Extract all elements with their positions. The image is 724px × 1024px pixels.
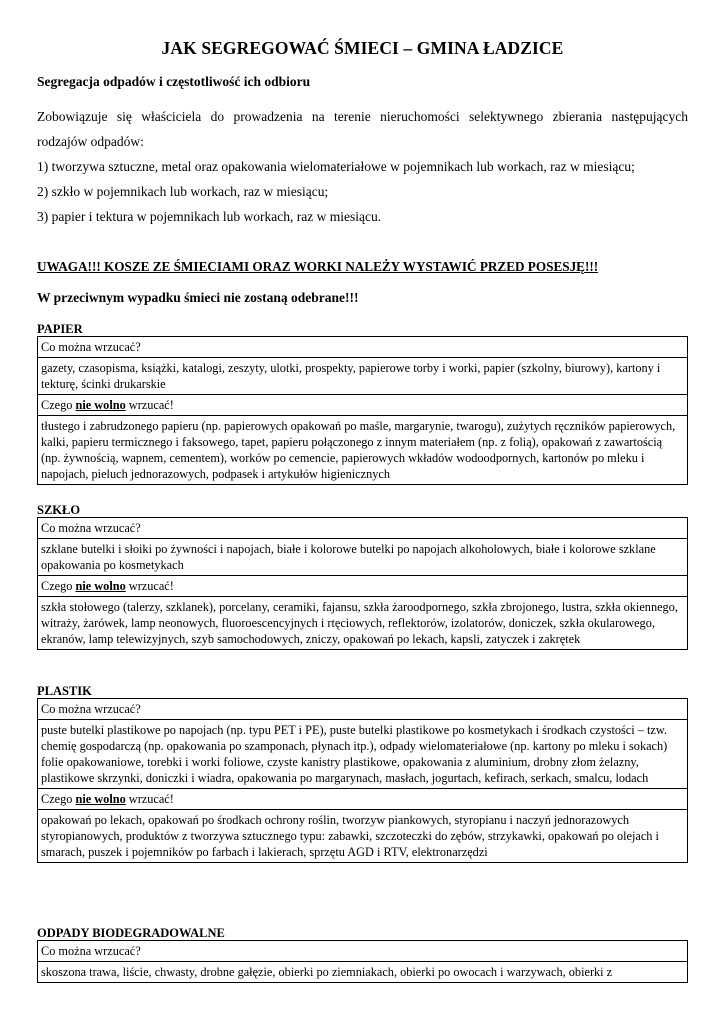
- intro-line-1: Zobowiązuje się właściciela do prowadzenia na terenie nieruchomości selektywnego zbierania następujących: [37, 109, 688, 124]
- section-plastic: [37, 684, 688, 863]
- allowed-header: Co można wrzucać?: [38, 699, 688, 720]
- forbidden-list: opakowań po lekach, opakowań po środkach ochrony roślin, tworzyw piankowych, styropianu i naczyń jednorazowych styropianowych, produktów z tworzywa sztucznego typu: zabawki, szczoteczki do zębów, strzykawki, opakowań po olejach i smarach, puszek i pojemników po farbach i lakierach, sprzętu AGD i RTV, elektronarzędzi: [38, 810, 688, 863]
- rules-table: [37, 940, 688, 983]
- forbidden-prefix: Czego: [41, 398, 76, 412]
- forbidden-prefix: Czego: [41, 792, 76, 806]
- forbidden-list: tłustego i zabrudzonego papieru (np. papierowych opakowań po maśle, margarynie, twarogu), zużytych ręczników papierowych, kalki, papieru termicznego i faksowego, tapet, papieru połączonego z innym materiałem (np. z folią), opakowań z zawartością (np. żywnością, wapnem, cementem), worków po cemencie, papierowych wkładów wodoodpornych, kartonów po mleku i napojach, pieluch jednorazowych, podpasek i artykułów higienicznych: [38, 416, 688, 485]
- section-title: PLASTIK: [37, 684, 92, 698]
- forbidden-list: szkła stołowego (talerzy, szklanek), porcelany, ceramiki, fajansu, szkła żaroodpornego, szkła zbrojonego, lustra, szkła okiennego, witraży, żarówek, lamp neonowych, fluoroescencyjnych i rtęciowych, reflektorów, izolatorów, doniczek, szkła okularowego, ekranów, lamp telewizyjnych, szyb samochodowych, zniczy, opakowań po lekach, kapsli, zatyczek i zakrętek: [38, 597, 688, 650]
- rules-table: [37, 517, 688, 650]
- section-title: PAPIER: [37, 322, 83, 336]
- section-biodegradable: [37, 926, 688, 983]
- forbidden-header: [38, 395, 688, 416]
- forbidden-suffix: wrzucać!: [125, 792, 174, 806]
- intro-item: 2) szkło w pojemnikach lub workach, raz w miesiącu;: [37, 184, 329, 199]
- intro-item: 3) papier i tektura w pojemnikach lub workach, raz w miesiącu.: [37, 209, 382, 224]
- forbidden-suffix: wrzucać!: [125, 579, 174, 593]
- page-title: JAK SEGREGOWAĆ ŚMIECI – GMINA ŁADZICE: [161, 38, 564, 58]
- section-title: SZKŁO: [37, 503, 81, 517]
- allowed-header: Co można wrzucać?: [38, 337, 688, 358]
- section-paper: [37, 322, 688, 485]
- rules-table: [37, 336, 688, 485]
- rules-table: [37, 698, 688, 863]
- warning-consequence: W przeciwnym wypadku śmieci nie zostaną odebrane!!!: [37, 290, 359, 305]
- allowed-list: skoszona trawa, liście, chwasty, drobne gałęzie, obierki po ziemniakach, obierki po owocach i warzywach, obierki z: [38, 962, 688, 983]
- allowed-list: szklane butelki i słoiki po żywności i napojach, białe i kolorowe butelki po napojach alkoholowych, białe i kolorowe szklane opakowania po kosmetykach: [38, 539, 688, 576]
- intro-line-2: rodzajów odpadów:: [37, 134, 144, 149]
- allowed-list: gazety, czasopisma, książki, katalogi, zeszyty, ulotki, prospekty, papierowe torby i worki, papier (szkolny, biurowy), kartony i tekturę, ścinki drukarskie: [38, 358, 688, 395]
- forbidden-prefix: Czego: [41, 579, 76, 593]
- forbidden-emphasis: nie wolno: [75, 579, 126, 593]
- section-title: ODPADY BIODEGRADOWALNE: [37, 926, 225, 940]
- intro-item: 1) tworzywa sztuczne, metal oraz opakowania wielomateriałowe w pojemnikach lub workach, raz w miesiącu;: [37, 159, 635, 174]
- forbidden-suffix: wrzucać!: [125, 398, 174, 412]
- intro: [37, 104, 688, 229]
- allowed-list: puste butelki plastikowe po napojach (np. typu PET i PE), puste butelki plastikowe po kosmetykach i środkach czystości – tzw. chemię gospodarczą (np. opakowania po szamponach, płynach itp.), odpady wielomateriałowe (np. kartony po mleku i sokach) folie opakowaniowe, torebki i worki foliowe, czyste kanistry plastikowe, opakowania z aluminium, drobny złom żelazny, plastikowe skrzynki, doniczki i wiadra, opakowania po margarynach, masłach, jogurtach, kefirach, serkach, smalcu, lodach: [38, 720, 688, 789]
- allowed-header: Co można wrzucać?: [38, 518, 688, 539]
- allowed-header: Co można wrzucać?: [38, 941, 688, 962]
- forbidden-emphasis: nie wolno: [75, 398, 126, 412]
- forbidden-header: [38, 576, 688, 597]
- forbidden-header: [38, 789, 688, 810]
- section-glass: [37, 503, 688, 650]
- subtitle: Segregacja odpadów i częstotliwość ich odbioru: [37, 74, 311, 89]
- warning-notice: UWAGA!!! KOSZE ZE ŚMIECIAMI ORAZ WORKI NALEŻY WYSTAWIĆ PRZED POSESJĘ!!!: [37, 259, 599, 274]
- forbidden-emphasis: nie wolno: [75, 792, 126, 806]
